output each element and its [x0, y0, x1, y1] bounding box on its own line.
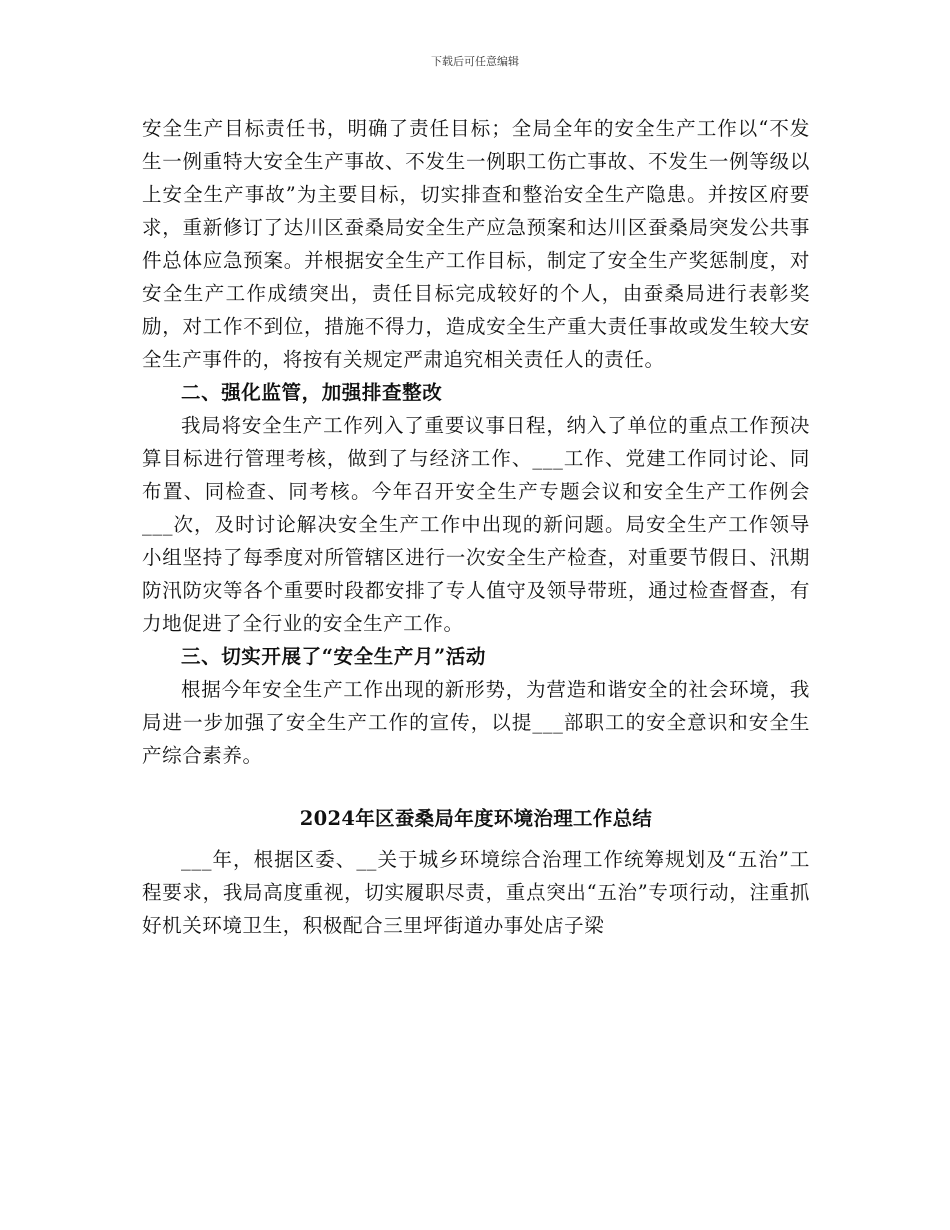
- paragraph-supervision: 我局将安全生产工作列入了重要议事日程，纳入了单位的重点工作预决算目标进行管理考核，做到了与经济工作、___工作、党建工作同讨论、同布置、同检查、同考核。今年召开安全生产专题会议和安全生产工作例会___次，及时讨论解决安全生产工作中出现的新问题。局安全生产工作领导小组坚持了每季度对所管辖区进行一次安全生产检查，对重要节假日、汛期防汛防灾等各个重要时段都安排了专人值守及领导带班，通过检查督查，有力地促进了全行业的安全生产工作。: [142, 414, 810, 635]
- paragraph-environment: ___年，根据区委、__关于城乡环境综合治理工作统筹规划及“五治”工程要求，我局高度重视，切实履职尽责，重点突出“五治”专项行动，注重抓好机关环境卫生，积极配合三里坪街道办事处店子梁: [142, 848, 810, 937]
- paragraph-safety-month: 根据今年安全生产工作出现的新形势，为营造和谐安全的社会环境，我局进一步加强了安全生产工作的宣传，以提___部职工的安全意识和安全生产综合素养。: [142, 678, 810, 767]
- paragraph-responsibility: 安全生产目标责任书，明确了责任目标；全局全年的安全生产工作以“不发生一例重特大安全生产事故、不发生一例职工伤亡事故、不发生一例等级以上安全生产事故”为主要目标，切实排查和整治安全生产隐患。并按区府要求，重新修订了达川区蚕桑局安全生产应急预案和达川区蚕桑局突发公共事件总体应急预案。并根据安全生产工作目标，制定了安全生产奖惩制度，对安全生产工作成绩突出，责任目标完成较好的个人，由蚕桑局进行表彰奖励，对工作不到位，措施不得力，造成安全生产重大责任事故或发生较大安全生产事件的，将按有关规定严肃追究相关责任人的责任。: [142, 117, 810, 371]
- section-heading-supervision: 二、强化监管，加强排查整改: [181, 381, 443, 404]
- page-header-note: 下载后可任意编辑: [431, 55, 519, 68]
- section-heading-safety-month: 三、切实开展了“安全生产月”活动: [181, 645, 487, 668]
- document-title: 2024年区蚕桑局年度环境治理工作总结: [299, 807, 653, 830]
- document-body: [142, 112, 810, 942]
